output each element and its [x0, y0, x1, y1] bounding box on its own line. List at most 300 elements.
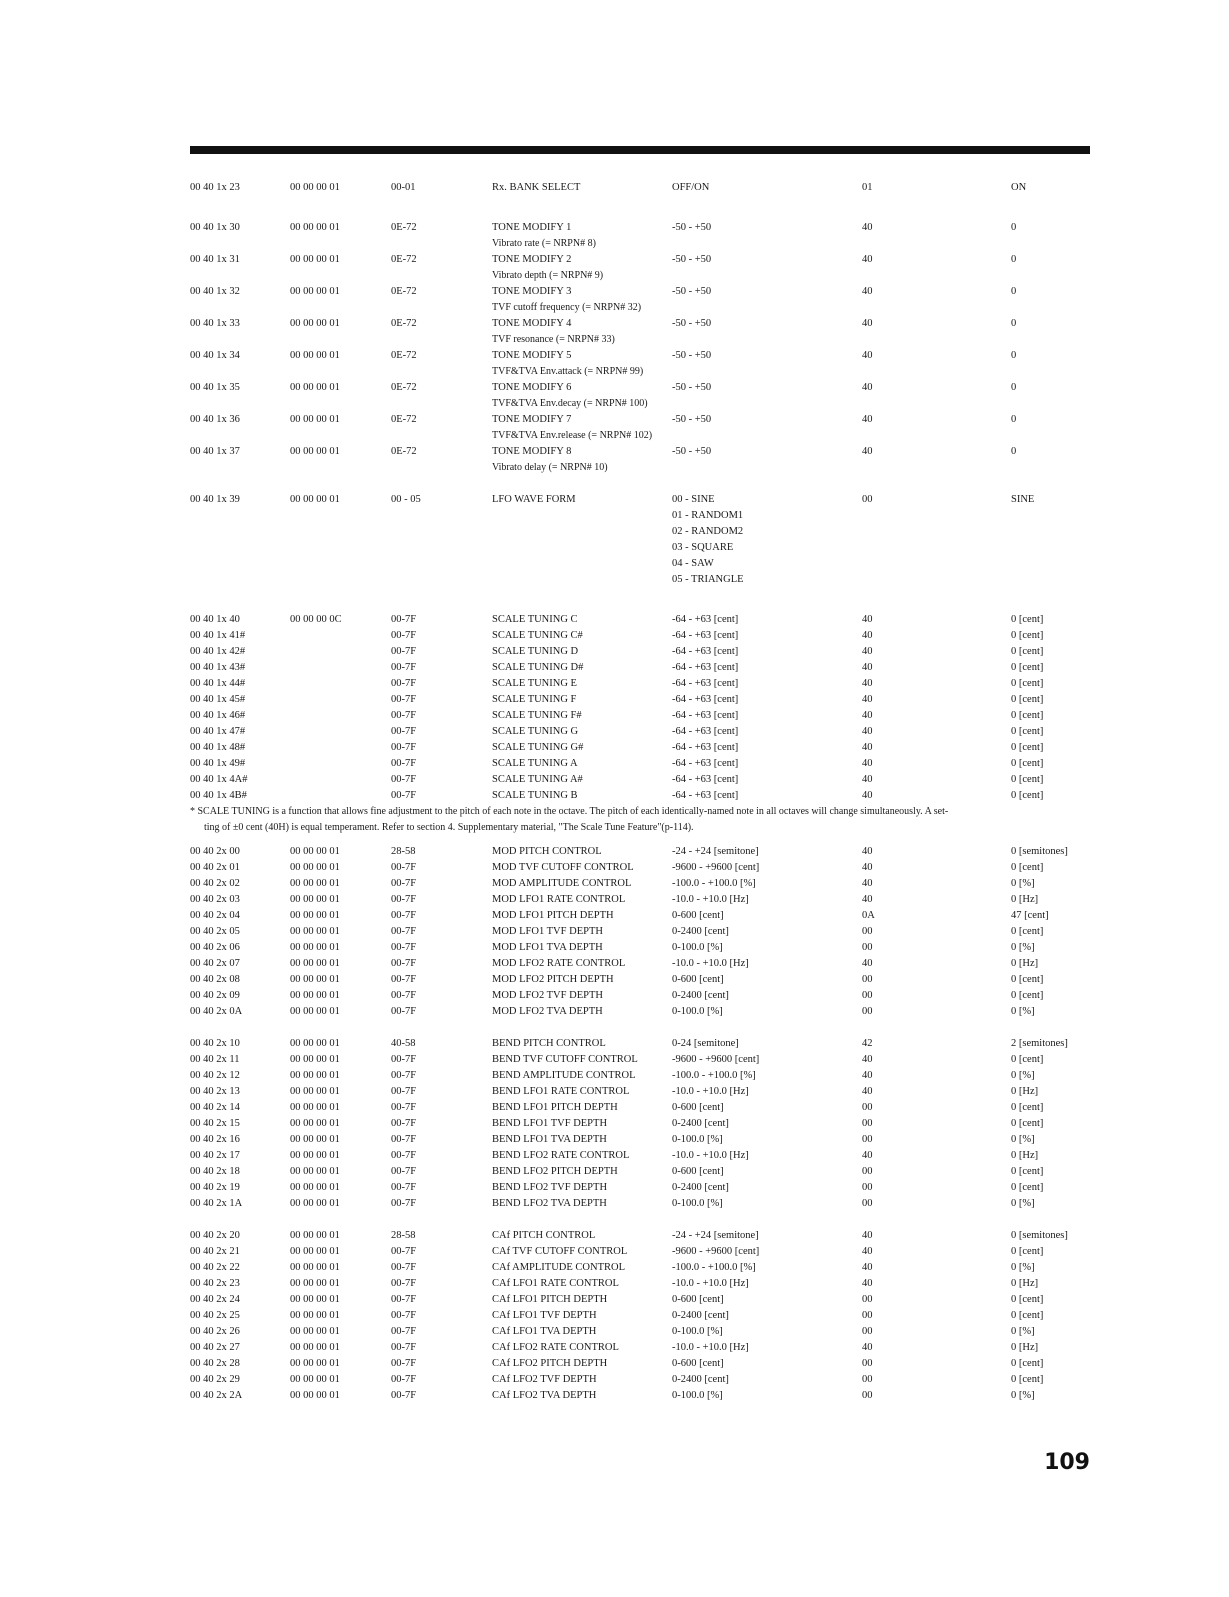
data-cell: 00 - 05	[391, 494, 421, 505]
data-cell: 00-7F	[391, 942, 417, 953]
value-cell: 0-2400 [cent]	[672, 926, 729, 937]
default-cell: 40	[862, 678, 873, 689]
address-cell: 00 40 2x 07	[190, 958, 240, 969]
size-cell: 00 00 00 01	[290, 1006, 340, 1017]
default-cell: 40	[862, 286, 873, 297]
table-row	[190, 628, 1095, 644]
value-cell: -100.0 - +100.0 [%]	[672, 1262, 756, 1273]
parameter-cell: CAf LFO2 TVF DEPTH	[492, 1374, 597, 1385]
default-cell: 40	[862, 894, 873, 905]
size-cell: 00 00 00 01	[290, 254, 340, 265]
description-cell: 47 [cent]	[1011, 910, 1049, 921]
value-cell: -10.0 - +10.0 [Hz]	[672, 894, 749, 905]
value-cell: -64 - +63 [cent]	[672, 710, 739, 721]
table-row	[190, 724, 1095, 740]
value-cell: -50 - +50	[672, 222, 712, 233]
section-scale-tuning	[190, 612, 1095, 804]
address-cell: 00 40 1x 30	[190, 222, 240, 233]
size-cell: 00 00 00 01	[290, 958, 340, 969]
data-cell: 00-7F	[391, 694, 417, 705]
description-cell: 0 [Hz]	[1011, 1150, 1039, 1161]
address-cell: 00 40 2x 04	[190, 910, 240, 921]
parameter-cell: BEND PITCH CONTROL	[492, 1038, 606, 1049]
size-cell: 00 00 00 01	[290, 1326, 340, 1337]
description-cell: 0	[1011, 350, 1017, 361]
size-cell: 00 00 00 01	[290, 494, 340, 505]
parameter-cell: TONE MODIFY 7	[492, 414, 572, 425]
parameter-cell: SCALE TUNING B	[492, 790, 578, 801]
parameter-cell: TONE MODIFY 3	[492, 286, 572, 297]
table-row	[190, 740, 1095, 756]
table-row	[190, 1036, 1095, 1052]
table-row	[190, 708, 1095, 724]
description-cell: 0	[1011, 446, 1017, 457]
default-cell: 40	[862, 742, 873, 753]
description-cell: 0 [%]	[1011, 942, 1035, 953]
value-cell: -50 - +50	[672, 350, 712, 361]
default-cell: 0A	[862, 910, 875, 921]
address-cell: 00 40 1x 23	[190, 182, 240, 193]
description-cell: 0 [cent]	[1011, 1118, 1044, 1129]
size-cell: 00 00 00 01	[290, 182, 340, 193]
description-cell: 0 [cent]	[1011, 1358, 1044, 1369]
description-cell: 0 [cent]	[1011, 1054, 1044, 1065]
address-cell: 00 40 2x 01	[190, 862, 240, 873]
default-cell: 40	[862, 382, 873, 393]
data-cell: 00-7F	[391, 758, 417, 769]
table-row	[190, 644, 1095, 660]
default-cell: 40	[862, 1070, 873, 1081]
address-cell: 00 40 2x 19	[190, 1182, 240, 1193]
parameter-cell: BEND LFO1 TVA DEPTH	[492, 1134, 607, 1145]
size-cell: 00 00 00 01	[290, 350, 340, 361]
table-row	[190, 1276, 1095, 1292]
default-cell: 40	[862, 1278, 873, 1289]
parameter-cell: BEND LFO1 TVF DEPTH	[492, 1118, 608, 1129]
description-cell: 0 [%]	[1011, 1390, 1035, 1401]
table-row	[190, 284, 1095, 300]
size-cell: 00 00 00 01	[290, 1070, 340, 1081]
size-cell: 00 00 00 01	[290, 990, 340, 1001]
table-row	[190, 1068, 1095, 1084]
size-cell: 00 00 00 01	[290, 926, 340, 937]
size-cell: 00 00 00 01	[290, 1390, 340, 1401]
default-cell: 00	[862, 1374, 873, 1385]
size-cell: 00 00 00 01	[290, 1342, 340, 1353]
size-cell: 00 00 00 01	[290, 1262, 340, 1273]
default-cell: 40	[862, 254, 873, 265]
data-cell: 00-7F	[391, 1310, 417, 1321]
size-cell: 00 00 00 01	[290, 878, 340, 889]
default-cell: 01	[862, 182, 873, 193]
table-row	[190, 676, 1095, 692]
size-cell: 00 00 00 01	[290, 1278, 340, 1289]
description-cell: 0 [cent]	[1011, 1294, 1044, 1305]
default-cell: 40	[862, 774, 873, 785]
parameter-cell: BEND LFO2 TVF DEPTH	[492, 1182, 608, 1193]
default-cell: 40	[862, 790, 873, 801]
table-row	[190, 252, 1095, 268]
parameter-detail: TVF&TVA Env.decay (= NRPN# 100)	[492, 398, 648, 409]
default-cell: 42	[862, 1038, 873, 1049]
data-cell: 00-01	[391, 182, 416, 193]
value-cell: 0-100.0 [%]	[672, 1134, 723, 1145]
data-cell: 00-7F	[391, 1054, 417, 1065]
data-cell: 00-7F	[391, 878, 417, 889]
data-cell: 00-7F	[391, 630, 417, 641]
address-cell: 00 40 1x 48#	[190, 742, 246, 753]
address-cell: 00 40 1x 34	[190, 350, 240, 361]
value-cell: -64 - +63 [cent]	[672, 726, 739, 737]
address-cell: 00 40 1x 43#	[190, 662, 246, 673]
data-cell: 0E-72	[391, 382, 417, 393]
table-row	[190, 412, 1095, 428]
address-cell: 00 40 2x 15	[190, 1118, 240, 1129]
table-row	[190, 756, 1095, 772]
address-cell: 00 40 2x 12	[190, 1070, 240, 1081]
table-row	[190, 1084, 1095, 1100]
size-cell: 00 00 00 01	[290, 446, 340, 457]
table-row	[190, 1164, 1095, 1180]
parameter-cell: TONE MODIFY 1	[492, 222, 572, 233]
value-cell: 0-2400 [cent]	[672, 1118, 729, 1129]
address-cell: 00 40 2x 10	[190, 1038, 240, 1049]
default-cell: 40	[862, 958, 873, 969]
size-cell: 00 00 00 01	[290, 1294, 340, 1305]
data-cell: 00-7F	[391, 1294, 417, 1305]
parameter-cell: TONE MODIFY 4	[492, 318, 572, 329]
description-cell: 0 [cent]	[1011, 710, 1044, 721]
description-cell: 0	[1011, 318, 1017, 329]
default-cell: 40	[862, 1342, 873, 1353]
description-cell: ON	[1011, 182, 1027, 193]
default-cell: 40	[862, 1150, 873, 1161]
data-cell: 00-7F	[391, 742, 417, 753]
default-cell: 00	[862, 1118, 873, 1129]
default-cell: 40	[862, 726, 873, 737]
table-row	[190, 924, 1095, 940]
description-cell: 0 [cent]	[1011, 790, 1044, 801]
parameter-detail: TVF cutoff frequency (= NRPN# 32)	[492, 302, 642, 313]
parameter-cell: SCALE TUNING F	[492, 694, 577, 705]
parameter-cell: BEND LFO1 RATE CONTROL	[492, 1086, 630, 1097]
default-cell: 00	[862, 1294, 873, 1305]
lfo-option: 05 - TRIANGLE	[672, 574, 744, 585]
parameter-cell: SCALE TUNING F#	[492, 710, 582, 721]
default-cell: 40	[862, 630, 873, 641]
table-row	[190, 1260, 1095, 1276]
section-tone-modify	[190, 220, 1095, 476]
address-cell: 00 40 1x 32	[190, 286, 240, 297]
table-row	[190, 1340, 1095, 1356]
default-cell: 40	[862, 1054, 873, 1065]
default-cell: 40	[862, 318, 873, 329]
data-cell: 28-58	[391, 846, 416, 857]
parameter-detail: Vibrato depth (= NRPN# 9)	[492, 270, 604, 281]
parameter-cell: CAf LFO2 RATE CONTROL	[492, 1342, 619, 1353]
value-cell: 00 - SINE	[672, 494, 715, 505]
address-cell: 00 40 2x 27	[190, 1342, 240, 1353]
data-cell: 0E-72	[391, 222, 417, 233]
data-cell: 00-7F	[391, 1342, 417, 1353]
value-cell: 0-600 [cent]	[672, 1166, 724, 1177]
parameter-cell: CAf TVF CUTOFF CONTROL	[492, 1246, 628, 1257]
description-cell: 0 [cent]	[1011, 742, 1044, 753]
size-cell: 00 00 00 01	[290, 382, 340, 393]
address-cell: 00 40 2x 05	[190, 926, 240, 937]
table-row	[190, 876, 1095, 892]
description-cell: 0 [cent]	[1011, 1374, 1044, 1385]
value-cell: 0-100.0 [%]	[672, 1326, 723, 1337]
data-cell: 00-7F	[391, 910, 417, 921]
description-cell: 0	[1011, 286, 1017, 297]
description-cell: 0 [Hz]	[1011, 1342, 1039, 1353]
default-cell: 40	[862, 1230, 873, 1241]
parameter-detail: Vibrato delay (= NRPN# 10)	[492, 462, 608, 473]
data-cell: 00-7F	[391, 1390, 417, 1401]
table-row	[190, 180, 1095, 196]
header-rule	[190, 146, 1090, 154]
value-cell: -64 - +63 [cent]	[672, 630, 739, 641]
data-cell: 0E-72	[391, 254, 417, 265]
value-cell: 0-2400 [cent]	[672, 990, 729, 1001]
parameter-cell: BEND LFO1 PITCH DEPTH	[492, 1102, 618, 1113]
lfo-option: 04 - SAW	[672, 558, 714, 569]
address-cell: 00 40 2x 28	[190, 1358, 240, 1369]
size-cell: 00 00 00 01	[290, 1118, 340, 1129]
address-cell: 00 40 2x 14	[190, 1102, 240, 1113]
default-cell: 00	[862, 1134, 873, 1145]
address-cell: 00 40 2x 13	[190, 1086, 240, 1097]
address-cell: 00 40 1x 36	[190, 414, 240, 425]
parameter-cell: MOD AMPLITUDE CONTROL	[492, 878, 632, 889]
default-cell: 40	[862, 646, 873, 657]
size-cell: 00 00 00 01	[290, 1374, 340, 1385]
value-cell: -64 - +63 [cent]	[672, 694, 739, 705]
address-cell: 00 40 1x 44#	[190, 678, 246, 689]
size-cell: 00 00 00 01	[290, 1038, 340, 1049]
lfo-option: 02 - RANDOM2	[672, 526, 744, 537]
parameter-cell: TONE MODIFY 8	[492, 446, 572, 457]
size-cell: 00 00 00 01	[290, 1166, 340, 1177]
default-cell: 40	[862, 1086, 873, 1097]
parameter-detail: Vibrato rate (= NRPN# 8)	[492, 238, 596, 249]
table-row	[190, 940, 1095, 956]
address-cell: 00 40 2x 06	[190, 942, 240, 953]
table-row	[190, 1004, 1095, 1020]
default-cell: 00	[862, 1006, 873, 1017]
description-cell: 0 [cent]	[1011, 1102, 1044, 1113]
data-cell: 40-58	[391, 1038, 416, 1049]
address-cell: 00 40 2x 22	[190, 1262, 240, 1273]
parameter-cell: MOD LFO1 TVF DEPTH	[492, 926, 603, 937]
size-cell: 00 00 00 01	[290, 1150, 340, 1161]
address-cell: 00 40 2x 21	[190, 1246, 240, 1257]
data-cell: 00-7F	[391, 974, 417, 985]
size-cell: 00 00 00 01	[290, 1310, 340, 1321]
address-cell: 00 40 2x 0A	[190, 1006, 243, 1017]
table-row	[190, 972, 1095, 988]
value-cell: 0-600 [cent]	[672, 1102, 724, 1113]
table-row	[190, 612, 1095, 628]
table-row	[190, 1372, 1095, 1388]
address-cell: 00 40 1x 42#	[190, 646, 246, 657]
parameter-cell: MOD LFO1 RATE CONTROL	[492, 894, 626, 905]
parameter-cell: CAf AMPLITUDE CONTROL	[492, 1262, 625, 1273]
description-cell: 0 [cent]	[1011, 990, 1044, 1001]
value-cell: -24 - +24 [semitone]	[672, 1230, 759, 1241]
value-cell: -64 - +63 [cent]	[672, 662, 739, 673]
value-cell: 0-600 [cent]	[672, 910, 724, 921]
data-cell: 0E-72	[391, 350, 417, 361]
address-cell: 00 40 2x 29	[190, 1374, 240, 1385]
data-cell: 00-7F	[391, 1278, 417, 1289]
default-cell: 40	[862, 862, 873, 873]
parameter-cell: CAf LFO2 TVA DEPTH	[492, 1390, 597, 1401]
value-cell: 0-2400 [cent]	[672, 1182, 729, 1193]
description-cell: 0 [%]	[1011, 878, 1035, 889]
value-cell: 0-100.0 [%]	[672, 1390, 723, 1401]
default-cell: 40	[862, 710, 873, 721]
description-cell: 0	[1011, 254, 1017, 265]
default-cell: 40	[862, 694, 873, 705]
value-cell: -64 - +63 [cent]	[672, 758, 739, 769]
value-cell: 0-2400 [cent]	[672, 1374, 729, 1385]
default-cell: 00	[862, 1166, 873, 1177]
description-cell: 0 [cent]	[1011, 614, 1044, 625]
data-cell: 28-58	[391, 1230, 416, 1241]
parameter-cell: SCALE TUNING G	[492, 726, 579, 737]
description-cell: 0 [cent]	[1011, 926, 1044, 937]
default-cell: 00	[862, 1182, 873, 1193]
note-line: ting of ±0 cent (40H) is equal temperament. Refer to section 4. Supplementary material, "The Scale Tune Feature"(p-114).	[204, 822, 694, 833]
parameter-cell: MOD LFO2 RATE CONTROL	[492, 958, 626, 969]
table-row	[190, 1148, 1095, 1164]
parameter-detail: TVF&TVA Env.release (= NRPN# 102)	[492, 430, 653, 441]
address-cell: 00 40 2x 11	[190, 1054, 240, 1065]
description-cell: 0 [cent]	[1011, 630, 1044, 641]
description-cell: 0 [%]	[1011, 1070, 1035, 1081]
value-cell: -50 - +50	[672, 382, 712, 393]
default-cell: 00	[862, 1390, 873, 1401]
table-row	[190, 1228, 1095, 1244]
address-cell: 00 40 2x 17	[190, 1150, 240, 1161]
value-cell: -64 - +63 [cent]	[672, 790, 739, 801]
address-cell: 00 40 2x 23	[190, 1278, 240, 1289]
address-cell: 00 40 2x 1A	[190, 1198, 243, 1209]
value-cell: -9600 - +9600 [cent]	[672, 1246, 760, 1257]
value-cell: -50 - +50	[672, 318, 712, 329]
description-cell: 0 [%]	[1011, 1006, 1035, 1017]
description-cell: 0 [cent]	[1011, 662, 1044, 673]
default-cell: 00	[862, 1102, 873, 1113]
address-cell: 00 40 2x 03	[190, 894, 240, 905]
page-number: 109	[1044, 1450, 1090, 1475]
value-cell: -50 - +50	[672, 446, 712, 457]
value-cell: 0-600 [cent]	[672, 1358, 724, 1369]
table-row	[190, 860, 1095, 876]
value-cell: -64 - +63 [cent]	[672, 742, 739, 753]
value-cell: -64 - +63 [cent]	[672, 678, 739, 689]
table-row	[190, 492, 1095, 508]
data-cell: 00-7F	[391, 862, 417, 873]
description-cell: 0 [cent]	[1011, 974, 1044, 985]
parameter-cell: TONE MODIFY 6	[492, 382, 572, 393]
table-row	[190, 1292, 1095, 1308]
address-cell: 00 40 1x 41#	[190, 630, 246, 641]
table-row	[190, 1388, 1095, 1404]
description-cell: 0 [semitones]	[1011, 1230, 1068, 1241]
table-row	[190, 908, 1095, 924]
address-cell: 00 40 2x 00	[190, 846, 240, 857]
address-cell: 00 40 1x 35	[190, 382, 240, 393]
table-row	[190, 348, 1095, 364]
parameter-cell: SCALE TUNING A#	[492, 774, 583, 785]
description-cell: 0	[1011, 414, 1017, 425]
data-cell: 00-7F	[391, 926, 417, 937]
parameter-table	[190, 180, 1095, 1404]
address-cell: 00 40 1x 40	[190, 614, 240, 625]
table-row	[190, 1324, 1095, 1340]
value-cell: 0-2400 [cent]	[672, 1310, 729, 1321]
address-cell: 00 40 2x 25	[190, 1310, 240, 1321]
table-row	[190, 772, 1095, 788]
data-cell: 00-7F	[391, 790, 417, 801]
data-cell: 00-7F	[391, 958, 417, 969]
value-cell: -64 - +63 [cent]	[672, 774, 739, 785]
table-row	[190, 1356, 1095, 1372]
data-cell: 00-7F	[391, 894, 417, 905]
parameter-cell: BEND LFO2 RATE CONTROL	[492, 1150, 630, 1161]
table-row	[190, 1196, 1095, 1212]
section-caf	[190, 1228, 1095, 1404]
value-cell: 0-600 [cent]	[672, 974, 724, 985]
data-cell: 00-7F	[391, 1326, 417, 1337]
table-row	[190, 220, 1095, 236]
table-row	[190, 844, 1095, 860]
data-cell: 00-7F	[391, 1086, 417, 1097]
description-cell: 0 [cent]	[1011, 758, 1044, 769]
parameter-cell: SCALE TUNING C	[492, 614, 578, 625]
data-cell: 00-7F	[391, 662, 417, 673]
default-cell: 40	[862, 662, 873, 673]
default-cell: 40	[862, 846, 873, 857]
address-cell: 00 40 2x 09	[190, 990, 240, 1001]
default-cell: 00	[862, 974, 873, 985]
description-cell: 0 [Hz]	[1011, 1086, 1039, 1097]
address-cell: 00 40 1x 46#	[190, 710, 246, 721]
description-cell: 0 [cent]	[1011, 1310, 1044, 1321]
parameter-detail: TVF resonance (= NRPN# 33)	[492, 334, 615, 345]
table-row	[190, 692, 1095, 708]
size-cell: 00 00 00 01	[290, 974, 340, 985]
data-cell: 0E-72	[391, 446, 417, 457]
size-cell: 00 00 00 01	[290, 1230, 340, 1241]
value-cell: -10.0 - +10.0 [Hz]	[672, 1342, 749, 1353]
description-cell: 0 [cent]	[1011, 678, 1044, 689]
address-cell: 00 40 1x 33	[190, 318, 240, 329]
size-cell: 00 00 00 01	[290, 910, 340, 921]
parameter-cell: CAf PITCH CONTROL	[492, 1230, 596, 1241]
data-cell: 00-7F	[391, 1006, 417, 1017]
section-mod	[190, 844, 1095, 1020]
parameter-cell: BEND LFO2 TVA DEPTH	[492, 1198, 607, 1209]
data-cell: 00-7F	[391, 1102, 417, 1113]
default-cell: 00	[862, 1198, 873, 1209]
description-cell: 0 [%]	[1011, 1326, 1035, 1337]
parameter-cell: MOD TVF CUTOFF CONTROL	[492, 862, 634, 873]
parameter-cell: CAf LFO1 TVA DEPTH	[492, 1326, 597, 1337]
